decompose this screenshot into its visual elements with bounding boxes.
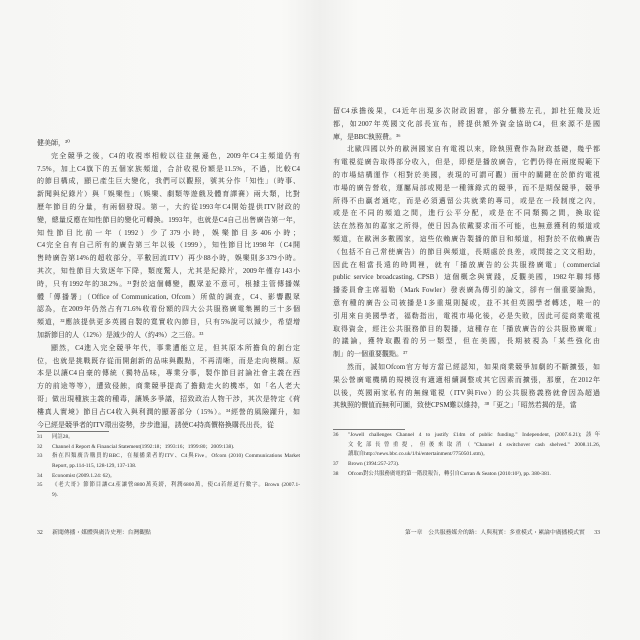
footnote [37,452,300,471]
footnote-rule [333,429,405,430]
running-footer: 新聞傳播・媒體與廣告史理：台灣觀點 [52,530,151,536]
footnote [37,443,300,453]
body-text-line: 其執照的價值而無利可圖，致使CPSM難以維持，³⁸「更之」「昭然若揭的是，當 [333,401,577,410]
footnote-number: 37 [333,461,339,468]
body-text-line: 以後，英國兩家私有的無線電視（ITV與Five）的公共服務義務就會因為超過 [333,388,600,397]
body-text-line: 所得不由贏者通吃，而是必須邁留公共就業的專司，或是在一段制度之內， [333,196,600,205]
body-text-line: 市場的廣告營收，運屬局部或閱是一種簿錄式的競爭，而不是期保競爭，競爭 [333,183,600,192]
footnote [37,481,300,500]
page-footer [37,528,151,538]
footnote-line: 讀取自http://news.bbc.co.uk/1/hi/entertainment/7750501.stm)。 [348,451,489,458]
footnote-text [52,472,300,482]
body-text-line: public service broadcasting, CPSB）這個概念與實踐，反觀美國，1982年聯邦傳 [333,273,600,282]
footnote-text [52,433,300,443]
right-page [320,0,640,640]
footnote-number: 31 [37,434,43,440]
body-text-line: 引用來自美國學者，福勒指出，電視市場化後，必是失敗，因此可從商業電視 [333,311,600,320]
footnote [333,460,600,470]
footnote-line: Brown (1994:257-273). [348,461,400,468]
footnote [333,470,600,480]
body-text-line: （包括不自己常使廣告）的節目與頻道，長期處於良差，或問接之文文相助， [333,247,600,256]
footnotes [333,431,600,479]
body-text-line: 體「傳播署」（Office of Communication, Ofcom）所做的調查，C4、影響觀眾 [37,292,300,301]
body-text-line: 7.5%，加上C4旗下的五個家族頻道，合計收視份額是11.5%，不過，比較C4 [37,164,300,173]
footnote-line: Report, pp.114-115, 128-129, 137-138. [52,463,137,470]
body-text-line: 其次，知性節目大致逐年下降，類度驚人，尤其是紀錄片，2009年僅存143小 [37,266,300,275]
body-text-line: 知性節目比前一年（1992）少了379小時，娛樂節目多406小時； [37,228,300,237]
body-text-line: 播委員會主席福勒（Mark Fowler）發表廣為傳引的論文，卻有一個重要論點， [333,286,600,295]
footnote-text [348,470,600,480]
footnote [37,472,300,482]
footnote-number: 38 [333,470,339,477]
footnote-line: 指在四類廣告購買的BBC，在頻播業者的ITV、C4與Five。Ofcom (2010) Communications Market [52,453,300,460]
footnote-number: 34 [37,472,43,479]
footnote-text [348,431,600,460]
footnote-line: Economist (2009.1.24: 62)。 [52,472,116,479]
body-text-line: 的節目構成，顯已產生巨大變化，我們可以觀照，號其分作「知性」（時事、 [37,177,300,186]
footnote-line: 文化部長曾重提，但後來取消（"Channel 4 switchover cash shelved." 2008.11.26, [348,441,600,448]
body-text-line: 頻道，³²應該提供更多英國自製的寬實收內節目，只有5%說可以減少，希望增 [37,318,300,327]
body-text [37,137,300,431]
body-text-line: 北歐四國以外的歐洲國家自有電視以來，除執照費作為財政基礎，幾乎都 [347,145,600,154]
body-text-line: 的議論，獲特取觀看的另一類型，但在美國，長期被視為「某些強化由 [333,337,600,346]
body-text [333,105,600,412]
body-text-line: 果公營廣電機構的規模沒有適適相續調整或其它因素而擴張，那麼，在2012年 [333,375,600,384]
footnotes [37,433,300,501]
footnote [37,433,300,443]
body-text-line: 有電視從廣告取得部分收入，但是，即便是播放廣告，它們仍得在兩度規範下 [333,158,600,167]
body-text-line: 然而，誠如Ofcom官方每方當已經認知，如果商業競爭加劇的不斷擴張，如 [347,362,600,371]
body-text-line: 今已經是競爭者的ITV環出姿勢，步步進逼，誘使C4持高價格換購長出長，從 [37,420,274,429]
body-text-line: 新聞與紀錄片）與「娛樂性」（娛樂、劇類等遊戲及體育譯賽）兩大類，比對 [37,190,300,199]
body-text-line: C4完全自有自己所有的廣告第三年以後（1999），知性節目比1998年（C4開 [37,241,300,250]
running-footer: 第一章 公共服務媒介的路：人與現實：多重模式・累論中廣播模式實 [405,530,585,536]
body-text-line: 因此在相當長遠的時間裡，就有「播放廣告的公共服務廣電」（commercial [333,260,600,269]
body-text-line: 或是在不同的頻道之間，進行公平分配，或是在不同類獨之間，換取從 [333,209,600,218]
footnote-rule [37,431,109,432]
footnote-number: 33 [37,453,43,460]
footnote-line: Channel 4 Report & Financial Statement(1992:18；1993:16；1999:80；2009:138). [52,443,235,450]
footnote-number: 36 [333,432,339,438]
footnote-line: 9). [52,492,58,499]
footnote-line: "Jowell challenges Channel 4 to justify £14m of public funding." Independent, (2007.6.21); 該年 [348,432,600,438]
footnote-line: 同註28。 [52,434,74,440]
footnote-text [52,452,300,471]
body-text-line: 歷年節目的分量，有兩個發現。第一，大約從1993年C4開始提供ITV財政的 [37,202,300,211]
body-text-line: 制」的一個重要觀點。³⁷ [333,350,408,359]
body-text-line: 健美師，³⁰ [37,139,70,147]
body-text-line: 位，也就是挑戰既存從而開創新的品味與觀點，不再清晰，而是走向模糊。原 [37,356,300,365]
footnote [333,431,600,460]
body-text-line: 售時廣告第14%的超收部分，平數回流ITV）再少88小時，娛樂則多379小時。 [37,254,300,263]
body-text-line: 頻道，在歐洲多數國家，這些依賴廣告製播的節目和頻道，相對於不依賴廣告 [333,234,600,243]
body-text-line: 庫，是BBC執照費。³⁶ [333,132,401,141]
body-text-line: 都，如2007年英國文化部長宣布，將提供額外資金協助C4，但來源不是國 [333,119,600,128]
body-text-line: 的市場結構運作（相對於美國，表現的可謂可觀）面中的關鍵在於節約電視 [333,170,600,179]
body-text-line: 時，只有1992年的38.2%。³¹對於這個轉變，觀眾並不意可，根據主管傳播媒 [37,279,300,288]
footnote-line: 《老大哥》節節目讓C4產讓營8800萬英鎊，利潤6800萬，使C4若經道行數字。Brown (2007.1- [52,482,300,489]
footnote-text [348,460,600,470]
body-text-line: 加新節目的人（12%）是減少的人（約4%）之三倍。³³ [37,330,204,339]
footnote-text [52,443,300,453]
body-text-line: 樓真人實境》節目占C4收入與利潤的顯著部分（15%）。³⁴經營的風險躍升，如 [37,407,300,416]
body-text-line: 法在然務加的嘉家之所得，使日因為依戴要求而不可能，也無意獲利的頻道或 [333,222,600,231]
body-text-line: 認為，在2009年仍然占有71.6%收看份額的四大公共服務廣電集團的三十多個 [37,305,300,314]
footnote-line: Ofcom對公共服務廣電的第一階段報告，轉引自Curran & Seaton (2010:10²), pp. 380-381. [348,470,551,477]
body-text-line: 本是以讓C4自豪的傳統（獨特品味，專業分事，製作節目討論社會主義在西 [37,369,300,378]
body-text-line: 方的前途等等），遭致侵蝕，商業競爭提高了擔動走火的機率，如「名人老大 [37,382,300,391]
body-text-line: 變，總量反應在知性節目的變化可轉換。1993年，也就是C4自己出售廣告第一年， [37,215,300,224]
body-text-line: 完全競爭之後，C4的收視率相較以往並無遜色，2009年C4主頻道仍有 [51,151,300,160]
page-number: 32 [37,530,43,536]
body-text-line: 顯然，C4進入完全競爭年代，事業遭能立足，但其原本所擔負的創台定 [51,343,300,352]
body-text-line: 取得資金，經注公共服務節目的製播，這種存在「播放廣告的公共服務廣電」 [333,324,600,333]
footnote-text [52,481,300,500]
body-text-line: 哥」做出現種族主義的種毒，讓娛多爭議，招致政治人物干涉，其次是特定《荷 [37,394,300,403]
body-text-line: 留C4承擔後果，C4近年出現多次財政困窘，部分櫃務左孔，卸杜狂幾及近 [333,107,600,115]
page-footer [405,528,600,538]
body-text-line: 意有種的廣告公司被播是1多重規則擬或，並不其但英國學者轉述，唯一的 [333,298,600,307]
page-number: 33 [594,530,600,536]
footnote-number: 32 [37,443,43,450]
footnote-number: 35 [37,482,43,489]
